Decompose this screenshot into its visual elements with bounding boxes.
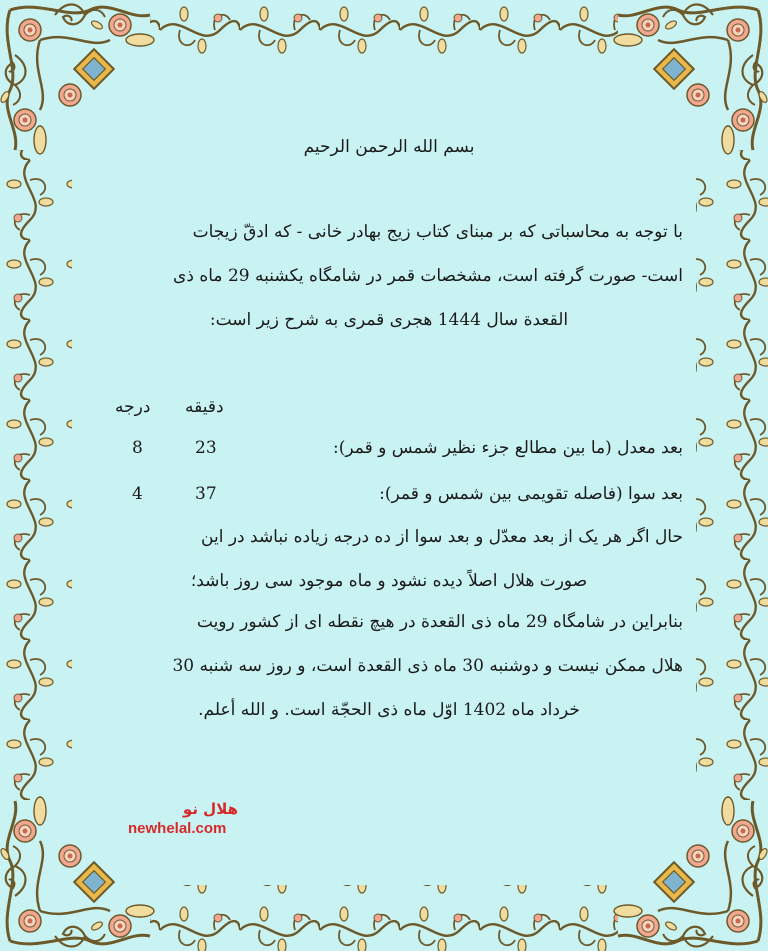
table-row-minute: 37 (195, 484, 217, 504)
intro-line: با توجه به محاسباتی که بر مبنای کتاب زیج بهادر خانی - که ادقّ زیجات (192, 222, 683, 242)
table-row-minute: 23 (195, 438, 217, 458)
top-border (150, 0, 618, 66)
conclusion-line: بنابراین در شامگاه 29 ماه ذی القعدة در هیچ نقطه ای از کشور رویت (196, 612, 683, 632)
table-row-label: بعد سوا (فاصله تقویمی بین شمس و قمر): (379, 484, 683, 504)
basmala-heading: بسم الله الرحمن الرحیم (303, 137, 475, 157)
conclusion-line: هلال ممکن نیست و دوشنبه 30 ماه ذی القعدة است، و روز سه شنبه 30 (172, 656, 683, 676)
table-row-label: بعد معدل (ما بین مطالع جزء نظیر شمس و قمر): (333, 438, 683, 458)
table-row-degree: 8 (132, 438, 143, 458)
table-row-degree: 4 (132, 484, 143, 504)
right-border (696, 150, 768, 800)
logo-text-fa: هلال نو (182, 800, 238, 818)
site-logo[interactable] (128, 800, 238, 837)
left-border (0, 150, 72, 800)
table-header-minute: دقیقه (185, 397, 224, 417)
bottom-border (150, 885, 618, 951)
intro-line: القعدة سال 1444 هجری قمری به شرح زیر است: (209, 310, 569, 330)
logo-text-en: newhelal.com (128, 820, 227, 837)
conclusion-line: صورت هلال اصلاً دیده نشود و ماه موجود سی روز باشد؛ (190, 571, 588, 591)
table-header-degree: درجه (115, 397, 151, 417)
conclusion-line: خرداد ماه 1402 اوّل ماه ذی الحجّة است. و الله أعلم. (198, 700, 580, 720)
conclusion-line: حال اگر هر یک از بعد معدّل و بعد سوا از ده درجه زیاده نباشد در این (201, 527, 683, 547)
intro-line: است- صورت گرفته است، مشخصات قمر در شامگاه یکشنبه 29 ماه ذی (173, 266, 683, 286)
